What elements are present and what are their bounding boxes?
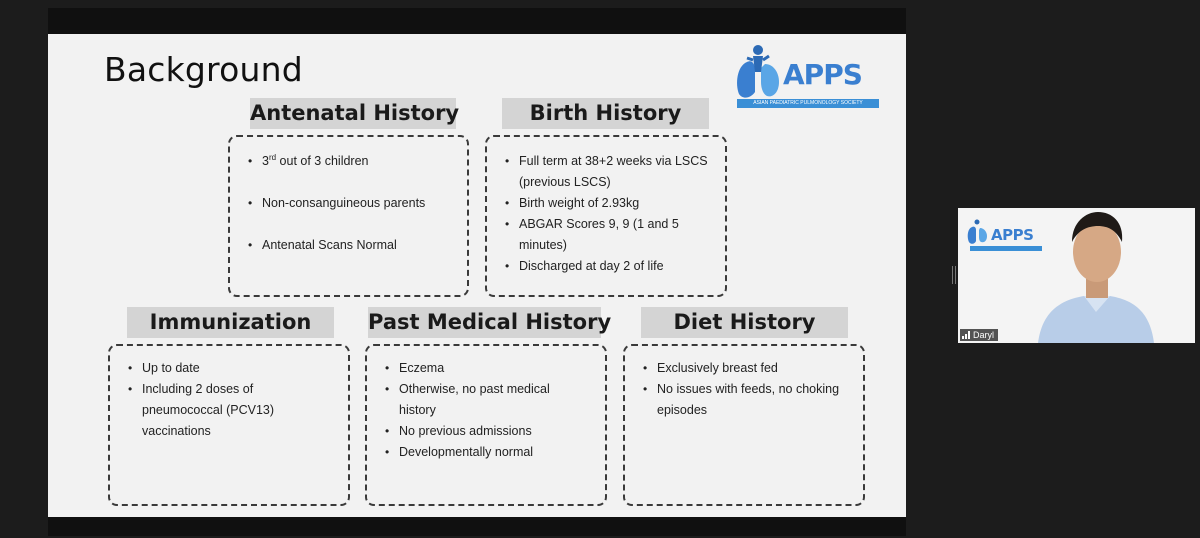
list-item: • Including 2 doses of pneumococcal (PCV13) vaccinations bbox=[128, 379, 324, 442]
list-item: • Otherwise, no past medical history bbox=[385, 379, 579, 421]
birth-history-header: Birth History bbox=[502, 98, 709, 129]
list-item: • Antenatal Scans Normal bbox=[248, 235, 467, 256]
list-item: • Exclusively breast fed bbox=[643, 358, 843, 379]
lungs-logo-icon bbox=[966, 218, 990, 246]
presentation-slide bbox=[48, 34, 906, 517]
birth-history-box bbox=[485, 135, 727, 297]
antenatal-history-box bbox=[228, 135, 469, 297]
panel-resize-handle[interactable] bbox=[952, 266, 956, 284]
diet-history-box bbox=[623, 344, 865, 506]
list-item: • No previous admissions bbox=[385, 421, 579, 442]
logo-text: APPS bbox=[783, 58, 862, 91]
past-medical-history-header: Past Medical History bbox=[368, 307, 601, 338]
list-item: • Developmentally normal bbox=[385, 442, 579, 463]
list-item: • Eczema bbox=[385, 358, 579, 379]
immunization-box bbox=[108, 344, 350, 506]
list-item: • 3rd out of 3 children bbox=[248, 151, 467, 172]
list-item: • Up to date bbox=[128, 358, 324, 379]
participant-video-tile[interactable] bbox=[958, 208, 1195, 343]
immunization-header: Immunization bbox=[127, 307, 334, 338]
shared-screen bbox=[48, 8, 906, 536]
list-item: • Birth weight of 2.93kg bbox=[505, 193, 715, 214]
list-item: • Discharged at day 2 of life bbox=[505, 256, 715, 277]
participant-avatar bbox=[998, 208, 1195, 343]
participant-name-tag bbox=[960, 329, 998, 341]
signal-strength-icon bbox=[962, 331, 970, 339]
past-medical-history-box bbox=[365, 344, 607, 506]
logo-tagline: ASIAN PAEDIATRIC PULMONOLOGY SOCIETY bbox=[737, 99, 879, 108]
antenatal-history-header: Antenatal History bbox=[250, 98, 456, 129]
apps-logo bbox=[733, 42, 883, 117]
background-logo-text: APPS bbox=[991, 226, 1034, 244]
participant-name: Daryl bbox=[973, 330, 995, 340]
slide-title: Background bbox=[104, 50, 303, 89]
list-item: • ABGAR Scores 9, 9 (1 and 5 minutes) bbox=[505, 214, 715, 256]
list-item: • No issues with feeds, no choking episodes bbox=[643, 379, 843, 421]
list-item: • Non-consanguineous parents bbox=[248, 193, 467, 214]
list-item: • Full term at 38+2 weeks via LSCS (previous LSCS) bbox=[505, 151, 715, 193]
diet-history-header: Diet History bbox=[641, 307, 848, 338]
